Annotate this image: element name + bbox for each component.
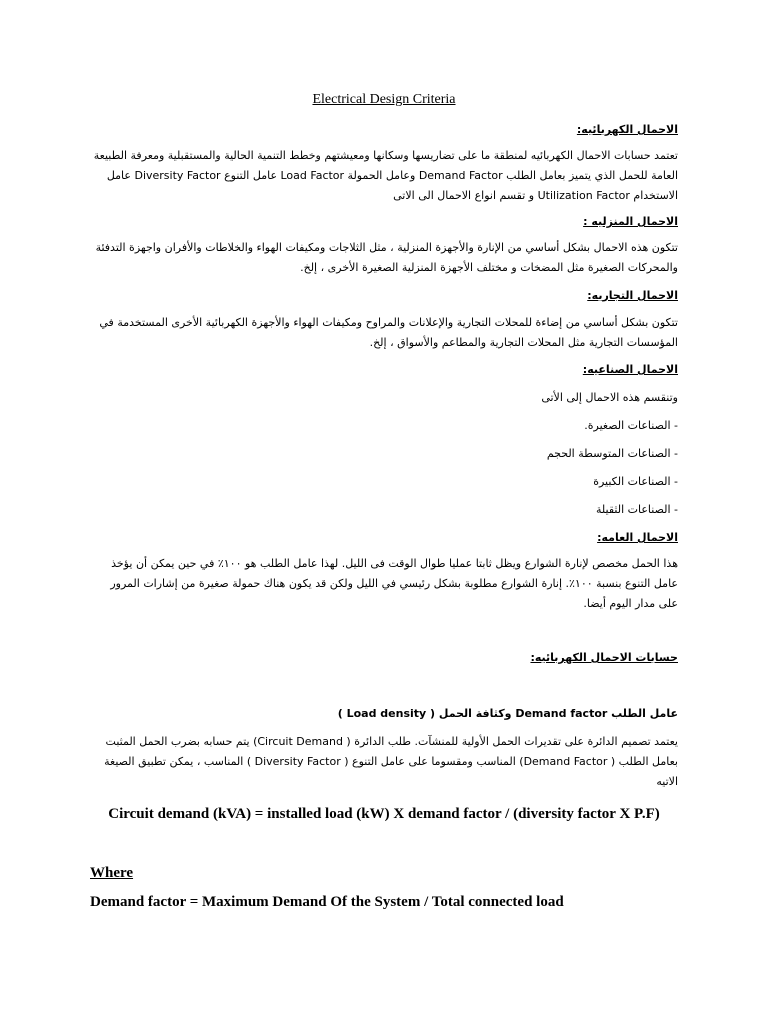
section-heading-demand-factor: عامل الطلب Demand factor وكثافة الحمل ( Load density )	[337, 707, 678, 720]
section-heading-public-loads: الاحمال العامه:	[597, 531, 678, 544]
demand-factor-definition: Demand factor = Maximum Demand Of the System / Total connected load	[90, 894, 564, 910]
section-heading-load-calculations: حسابات الاحمال الكهربائيه:	[530, 651, 678, 664]
section-intro-industrial-loads: وتنقسم هذه الاحمال إلى الأتى	[541, 391, 678, 404]
document-title: Electrical Design Criteria	[312, 92, 456, 107]
section-heading-electrical-loads: الاحمال الكهربائيه:	[576, 123, 678, 136]
list-item: - الصناعات الصغيرة.	[584, 419, 678, 432]
section-heading-industrial-loads: الاحمال الصناعيه:	[582, 363, 678, 376]
list-item: - الصناعات الثقيلة	[595, 503, 678, 516]
section-body-electrical-loads: تعتمد حسابات الاحمال الكهربائيه لمنطقة ما على تضاريسها وسكانها ومعيشتهم وخطط التنمية الحالية والمستقبلية ومعرفة الطبيعة العامة للحمل الذي يتميز بعامل الطلب Demand Factor وعامل الحمولة Load Factor عامل التنوع Diversity Factor عامل الاستخدام Utilization Factor و تقسم انواع الاحمال الى الاتى	[93, 149, 678, 202]
section-heading-commercial-loads: الاحمال التجاريه:	[587, 289, 678, 302]
section-heading-residential-loads: الاحمال المنزليه :	[583, 215, 678, 228]
list-item: - الصناعات الكبيرة	[593, 475, 678, 488]
section-body-commercial-loads: تتكون بشكل أساسي من إضاءة للمحلات التجارية والإعلانات والمراوح ومكيفات الهواء والأجهزة الكهربائية الأخرى المستخدمة في المؤسسات التجارية مثل المحلات التجارية والمطاعم والأسواق ، إلخ.	[99, 316, 678, 349]
section-body-public-loads: هذا الحمل مخصص لإنارة الشوارع ويظل ثابتا عمليا طوال الوقت فى الليل. لهذا عامل الطلب هو ١٠٠٪ في حين يمكن أن يؤخذ عامل التنوع بنسبة ١٠٠٪. إنارة الشوارع مطلوبة بشكل رئيسي في الليل ولكن قد يكون هناك حمولة صغيرة من إشارات المرور على مدار اليوم أيضا.	[110, 557, 678, 610]
circuit-demand-formula: Circuit demand (kVA) = installed load (kW) X demand factor / (diversity factor X P.F)	[108, 806, 660, 822]
section-body-residential-loads: تتكون هذه الاحمال بشكل أساسي من الإنارة والأجهزة المنزلية ، مثل الثلاجات ومكيفات الهواء والخلاطات والأفران واجهزة التدفئة والمحركات الصغيرة مثل المضخات و مختلف الأجهزة المنزلية الصغيرة الأخرى ، إلخ.	[95, 241, 678, 274]
list-item: - الصناعات المتوسطة الحجم	[546, 447, 678, 460]
section-body-demand-factor: يعتمد تصميم الدائرة على تقديرات الحمل الأولية للمنشآت. طلب الدائرة ( Circuit Demand) يتم حسابه بضرب الحمل المثبت بعامل الطلب ( Demand Factor) المناسب ومقسوما على عامل التنوع ( Diversity Factor ) المناسب ، يمكن تطبيق الصيغة الاتيه	[104, 735, 678, 788]
where-label: Where	[90, 865, 134, 881]
